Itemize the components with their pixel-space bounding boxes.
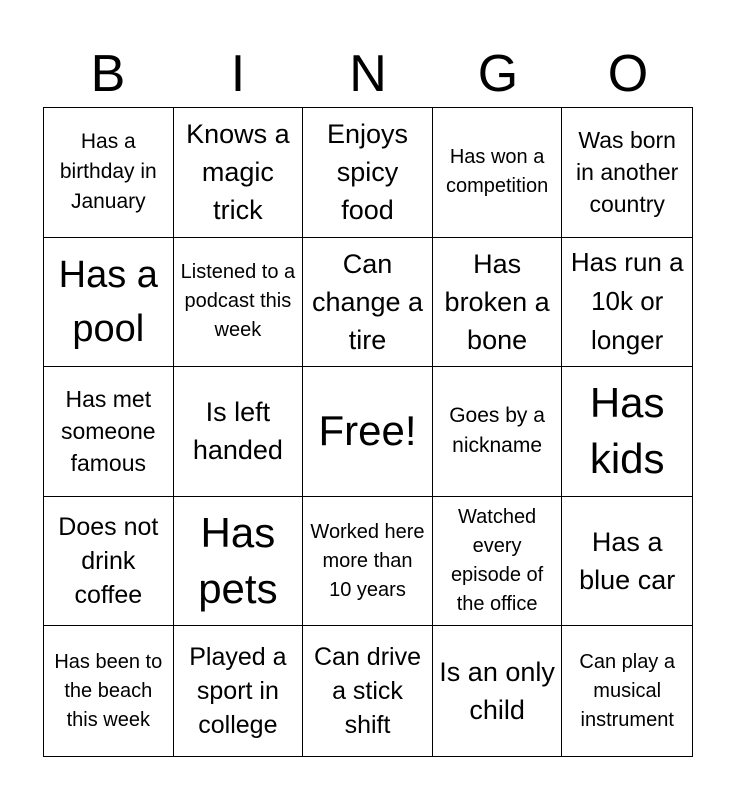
bingo-free-cell[interactable] [303,367,433,497]
bingo-cell-label: Can drive a stick shift [313,643,421,740]
header-letter-g: G [477,45,519,103]
bingo-cell[interactable] [562,238,692,368]
bingo-cell-label: Can change a tire [311,248,424,355]
bingo-cell[interactable] [44,108,174,238]
bingo-header [43,40,693,108]
header-letter-o: O [607,45,649,103]
bingo-cell-label: Watched every episode of the office [450,506,544,616]
bingo-cell[interactable] [174,238,304,368]
bingo-cell[interactable] [44,238,174,368]
bingo-cell-label: Worked here more than 10 years [310,520,425,601]
bingo-cell[interactable] [174,497,304,627]
header-letter-i: I [230,45,246,103]
bingo-cell[interactable] [303,626,433,756]
bingo-cell-label: Listened to a podcast this week [180,261,296,342]
bingo-cell-label: Does not drink coffee [58,513,159,610]
bingo-cell[interactable] [174,367,304,497]
bingo-cell[interactable] [562,497,692,627]
bingo-cell[interactable] [562,626,692,756]
bingo-cell-label: Knows a magic trick [186,119,290,226]
bingo-cell[interactable] [44,626,174,756]
bingo-cell-label: Has been to the beach this week [54,650,163,731]
bingo-cell[interactable] [433,108,563,238]
bingo-cell[interactable] [433,626,563,756]
bingo-cell[interactable] [562,108,692,238]
bingo-cell[interactable] [44,497,174,627]
bingo-cell[interactable] [303,108,433,238]
bingo-board [43,107,693,757]
bingo-cell[interactable] [303,238,433,368]
bingo-cell-label: Has pets [198,509,278,613]
bingo-cell[interactable] [433,497,563,627]
bingo-cell-label: Has won a competition [445,146,549,198]
bingo-cell-label: Enjoys spicy food [326,119,409,226]
bingo-cell[interactable] [44,367,174,497]
bingo-cell-label: Was born in another country [576,127,679,218]
bingo-cell-label: Free! [318,407,417,455]
bingo-cell-label: Has a blue car [579,527,676,596]
header-letter-n: N [349,45,387,103]
bingo-cell[interactable] [174,108,304,238]
bingo-cell-label: Is left handed [192,397,283,466]
bingo-cell[interactable] [303,497,433,627]
bingo-cell-label: Can play a musical instrument [579,650,675,731]
bingo-cell-label: Has broken a bone [444,248,550,355]
bingo-cell-label: Has run a 10k or longer [570,247,684,356]
bingo-cell[interactable] [433,238,563,368]
bingo-cell-label: Played a sport in college [189,643,287,740]
header-letter-b: B [90,45,126,103]
bingo-cell-label: Has a pool [58,253,158,350]
bingo-cell-label: Goes by a nickname [449,404,545,458]
bingo-cell[interactable] [433,367,563,497]
bingo-cell[interactable] [174,626,304,756]
bingo-cell[interactable] [562,367,692,497]
bingo-cell-label: Is an only child [439,657,555,726]
bingo-cell-label: Has met someone famous [60,386,156,477]
bingo-cell-label: Has a birthday in January [59,130,157,214]
bingo-cell-label: Has kids [589,379,665,483]
